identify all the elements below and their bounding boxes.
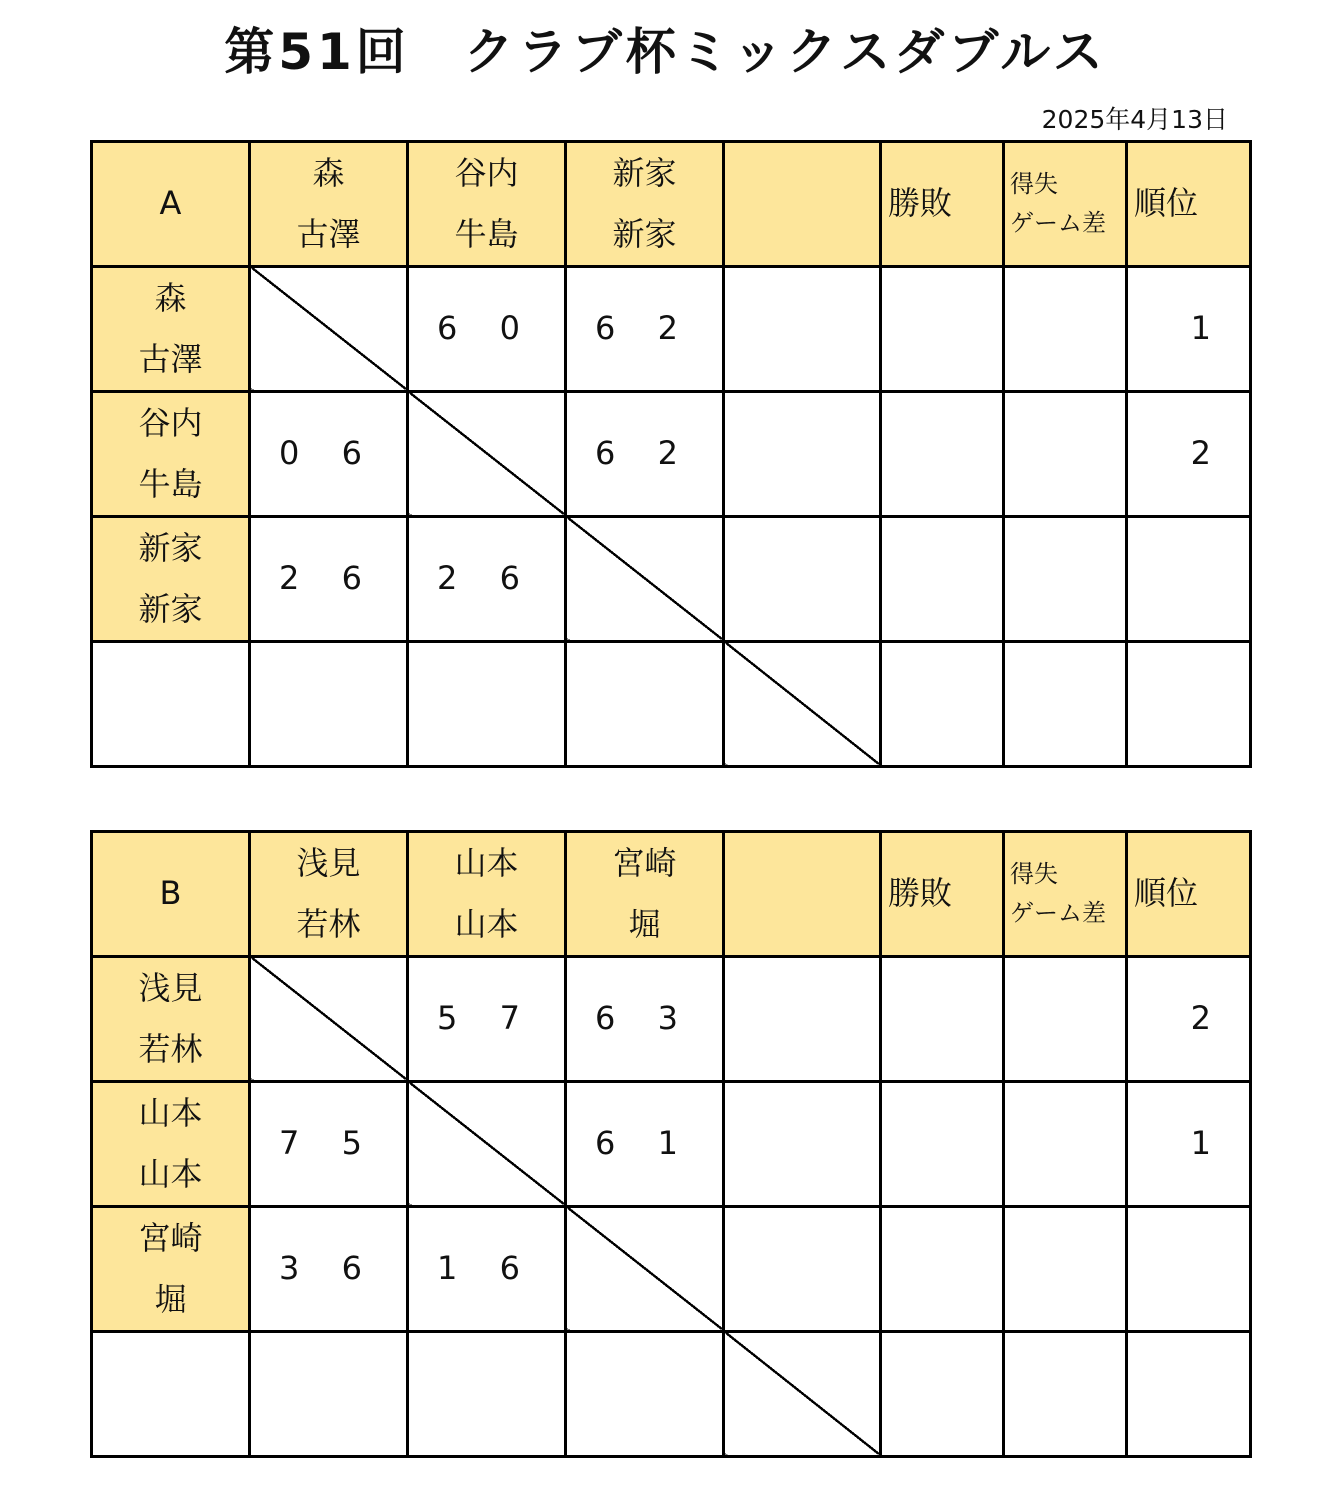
score-cell: 6 1: [566, 1081, 724, 1206]
player-name: 若林: [296, 904, 361, 943]
player-name: 山本: [454, 904, 519, 943]
win-loss-cell: [881, 266, 1004, 391]
row-team-3: [92, 516, 250, 641]
diagonal-cell: [724, 1331, 881, 1456]
player-name: 新家: [612, 154, 677, 192]
win-loss-cell: [881, 1206, 1004, 1331]
game-diff-cell: [1004, 516, 1127, 641]
table-row: [92, 266, 1251, 391]
score-cell: [408, 1331, 566, 1456]
header-team-4-empty: [724, 142, 881, 267]
score-cell: 6 0: [408, 266, 566, 391]
score-cell: 6 2: [566, 391, 724, 516]
page-title: 第51回 クラブ杯ミックスダブルス: [224, 23, 1107, 81]
header-team-2: [408, 832, 566, 957]
score-cell: [724, 1081, 881, 1206]
header-game-diff-top: 得失: [1010, 860, 1058, 889]
game-diff-cell: [1004, 1206, 1127, 1331]
row-team-2: [92, 1081, 250, 1206]
player-name: 堀: [154, 1279, 187, 1318]
score-cell: 3 6: [250, 1206, 408, 1331]
score-cell: 1 6: [408, 1206, 566, 1331]
player-name: 宮崎: [138, 1218, 203, 1257]
header-win-loss: 勝敗: [881, 142, 1004, 267]
table-row: [92, 516, 1251, 641]
header-game-diff: [1004, 142, 1127, 267]
event-date: 2025年4月13日: [1041, 105, 1228, 134]
league-table-a: [90, 140, 1252, 768]
diagonal-cell: [250, 266, 408, 391]
score-cell: 6 3: [566, 956, 724, 1081]
rank-cell: [1127, 641, 1251, 766]
header-win-loss: 勝敗: [881, 832, 1004, 957]
score-cell: 2 6: [408, 516, 566, 641]
rank-cell: 1: [1127, 1081, 1251, 1206]
table-row: [92, 1081, 1251, 1206]
row-team-1: [92, 956, 250, 1081]
score-cell: 5 7: [408, 956, 566, 1081]
score-cell: 6 2: [566, 266, 724, 391]
game-diff-cell: [1004, 266, 1127, 391]
rank-cell: [1127, 516, 1251, 641]
header-game-diff-top: 得失: [1010, 170, 1058, 199]
row-team-4-empty: [92, 1331, 250, 1456]
header-game-diff-bottom: ゲーム差: [1010, 208, 1106, 237]
win-loss-cell: [881, 516, 1004, 641]
header-team-1: [250, 142, 408, 267]
game-diff-cell: [1004, 391, 1127, 516]
player-name: 新家: [138, 589, 203, 628]
player-name: 牛島: [454, 214, 519, 253]
score-cell: [724, 516, 881, 641]
player-name: 古澤: [138, 339, 203, 378]
header-rank: 順位: [1127, 142, 1251, 267]
win-loss-cell: [881, 1081, 1004, 1206]
rank-cell: [1127, 1331, 1251, 1456]
player-name: 谷内: [454, 154, 519, 192]
header-rank: 順位: [1127, 832, 1251, 957]
table-row: [92, 391, 1251, 516]
score-cell: 0 6: [250, 391, 408, 516]
rank-cell: 1: [1127, 266, 1251, 391]
header-team-2: [408, 142, 566, 267]
game-diff-cell: [1004, 641, 1127, 766]
player-name: 森: [312, 154, 345, 192]
game-diff-cell: [1004, 956, 1127, 1081]
player-name: 新家: [138, 528, 203, 567]
score-cell: [724, 391, 881, 516]
player-name: 堀: [628, 904, 661, 943]
row-team-4-empty: [92, 641, 250, 766]
score-cell: [566, 641, 724, 766]
header-team-4-empty: [724, 832, 881, 957]
player-name: 新家: [612, 214, 677, 253]
rank-cell: [1127, 1206, 1251, 1331]
table-row: [92, 1206, 1251, 1331]
diagonal-cell: [408, 391, 566, 516]
player-name: 宮崎: [612, 844, 677, 882]
player-name: 若林: [138, 1029, 203, 1068]
diagonal-cell: [250, 956, 408, 1081]
group-label: B: [92, 832, 250, 957]
header-team-3: [566, 142, 724, 267]
score-cell: [724, 1206, 881, 1331]
header-row: [92, 832, 1251, 957]
score-cell: [724, 956, 881, 1081]
player-name: 谷内: [138, 403, 203, 442]
rank-cell: 2: [1127, 391, 1251, 516]
league-table-b: [90, 830, 1252, 1458]
header-game-diff: [1004, 832, 1127, 957]
diagonal-cell: [724, 641, 881, 766]
table-row: [92, 641, 1251, 766]
score-cell: [566, 1331, 724, 1456]
table-row: [92, 956, 1251, 1081]
win-loss-cell: [881, 1331, 1004, 1456]
score-cell: [250, 1331, 408, 1456]
diagonal-cell: [566, 516, 724, 641]
diagonal-cell: [566, 1206, 724, 1331]
group-label: A: [92, 142, 250, 267]
player-name: 山本: [454, 844, 519, 882]
player-name: 牛島: [138, 464, 203, 503]
player-name: 古澤: [296, 214, 361, 253]
rank-cell: 2: [1127, 956, 1251, 1081]
win-loss-cell: [881, 641, 1004, 766]
header-game-diff-bottom: ゲーム差: [1010, 898, 1106, 927]
row-team-3: [92, 1206, 250, 1331]
score-cell: 2 6: [250, 516, 408, 641]
player-name: 浅見: [138, 968, 203, 1007]
row-team-1: [92, 266, 250, 391]
win-loss-cell: [881, 956, 1004, 1081]
score-cell: 7 5: [250, 1081, 408, 1206]
diagonal-cell: [408, 1081, 566, 1206]
header-row: [92, 142, 1251, 267]
player-name: 森: [154, 278, 187, 317]
game-diff-cell: [1004, 1081, 1127, 1206]
score-cell: [250, 641, 408, 766]
game-diff-cell: [1004, 1331, 1127, 1456]
row-team-2: [92, 391, 250, 516]
player-name: 浅見: [296, 844, 361, 882]
score-cell: [408, 641, 566, 766]
player-name: 山本: [138, 1154, 203, 1193]
win-loss-cell: [881, 391, 1004, 516]
player-name: 山本: [138, 1093, 203, 1132]
header-team-3: [566, 832, 724, 957]
table-row: [92, 1331, 1251, 1456]
score-cell: [724, 266, 881, 391]
header-team-1: [250, 832, 408, 957]
